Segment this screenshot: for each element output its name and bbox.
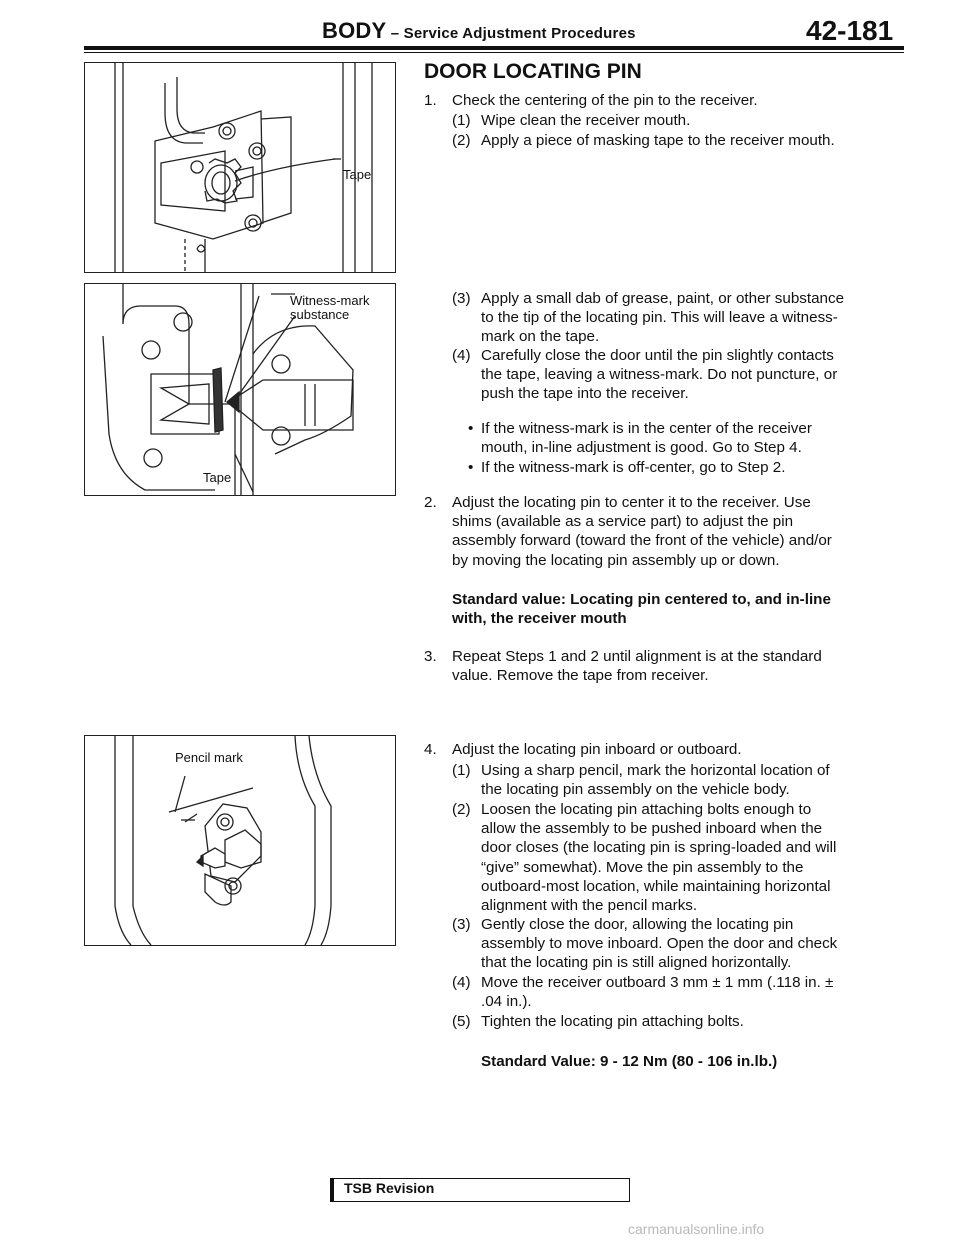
bullet-2-dot: • [468,459,474,476]
step-4-2-line: outboard-most location, while maintaining horizontal [481,877,831,895]
step-2-text [452,493,832,570]
step-4-4-text [481,973,833,1011]
step-3-line: value. Remove the tape from receiver. [452,667,709,685]
step-1-4-line: push the tape into the receiver. [481,385,689,403]
step-4-2-line: “give” somewhat). Move the pin assembly to the [481,858,804,876]
bullet-2-text: If the witness-mark is off-center, go to Step 2. [481,459,786,476]
step-2-num: 2. [424,494,437,511]
step-4-2-line: Loosen the locating pin attaching bolts enough to [481,801,812,818]
standard-value-1-line: Standard value: Locating pin centered to, and in-line [452,591,831,608]
label-tape: Tape [343,167,372,182]
step-1-4-line: the tape, leaving a witness-mark. Do not puncture, or [481,366,838,384]
step-1-3-line: to the tip of the locating pin. This will leave a witness- [481,309,838,327]
standard-value-1 [452,590,831,628]
step-4-4-line: .04 in.). [481,993,532,1011]
footer-tsb-bar [330,1178,334,1202]
step-4-1-line: the locating pin assembly on the vehicle body. [481,781,790,799]
page-number: 42-181 [806,15,894,46]
step-4-3-line: assembly to move inboard. Open the door and check [481,935,838,953]
step-4-4-num: (4) [452,974,471,991]
bullet-1-dot: • [468,420,474,437]
footer-watermark: carmanualsonline.info [628,1221,765,1237]
page-header-title [322,18,636,44]
step-1-4-num: (4) [452,347,471,364]
step-1-3-num: (3) [452,290,471,307]
step-3-num: 3. [424,648,437,665]
step-1-1-num: (1) [452,112,471,129]
label-witness-line1: Witness-mark [290,293,370,308]
step-1-3-text [481,289,844,347]
step-1-4-line: Carefully close the door until the pin slightly contacts [481,347,834,364]
step-3-text [452,647,822,685]
bullet-1-line: If the witness-mark is in the center of the receiver [481,420,812,437]
header-title: BODY [322,18,387,43]
bullet-1-text [481,419,812,457]
figure-tape-on-receiver [84,62,396,273]
step-3-line: Repeat Steps 1 and 2 until alignment is at the standard [452,648,822,665]
header-subtitle: Service Adjustment Procedures [403,25,636,42]
step-4-text: Adjust the locating pin inboard or outboard. [452,741,742,758]
step-1-2-text: Apply a piece of masking tape to the receiver mouth. [481,132,835,149]
step-1-1-text: Wipe clean the receiver mouth. [481,112,691,129]
bullet-1-line: mouth, in-line adjustment is good. Go to Step 4. [481,439,802,457]
label-witness-line2: substance [290,307,350,322]
header-rule [84,46,904,50]
step-4-2-text [481,800,836,915]
step-1-3-line: mark on the tape. [481,328,600,346]
label-witness-mark [290,294,369,322]
step-4-num: 4. [424,741,437,758]
step-2-line: shims (available as a service part) to adjust the pin [452,513,794,531]
section-title: DOOR LOCATING PIN [424,60,642,83]
standard-value-2: Standard Value: 9 - 12 Nm (80 - 106 in.lb.) [481,1053,778,1070]
step-1-text: Check the centering of the pin to the receiver. [452,92,758,109]
step-2-line: by moving the locating pin assembly up or down. [452,551,780,569]
footer-tsb-label: TSB Revision [344,1180,435,1196]
label-tape-2: Tape [203,470,232,485]
step-4-2-num: (2) [452,801,471,818]
step-4-4-line: Move the receiver outboard 3 mm ± 1 mm (.118 in. ± [481,974,834,991]
step-4-3-num: (3) [452,916,471,933]
figure-witness-mark [84,283,396,496]
header-rule-thin [84,52,904,53]
step-1-num: 1. [424,92,437,109]
step-1-4-text [481,346,837,404]
step-2-line: assembly forward (toward the front of the vehicle) and/or [452,532,832,550]
step-1-3-line: Apply a small dab of grease, paint, or other substance [481,290,845,307]
step-4-3-line: Gently close the door, allowing the locating pin [481,916,794,933]
step-4-5-num: (5) [452,1013,471,1030]
header-dash: – [386,25,404,42]
step-4-1-num: (1) [452,762,471,779]
step-4-2-line: door closes (the locating pin is spring-loaded and will [481,839,837,857]
label-pencil-mark: Pencil mark [175,750,243,765]
step-4-3-text [481,915,837,973]
step-4-1-text [481,761,830,799]
standard-value-1-line: with, the receiver mouth [452,610,627,628]
step-1-2-num: (2) [452,132,471,149]
figure-pencil-mark [84,735,396,946]
step-4-2-line: allow the assembly to be pushed inboard when the [481,820,823,838]
step-4-2-line: alignment with the pencil marks. [481,897,698,915]
step-4-3-line: that the locating pin is still aligned horizontally. [481,954,792,972]
step-2-line: Adjust the locating pin to center it to the receiver. Use [452,494,811,511]
step-4-5-text: Tighten the locating pin attaching bolts. [481,1013,744,1030]
step-4-1-line: Using a sharp pencil, mark the horizontal location of [481,762,830,779]
